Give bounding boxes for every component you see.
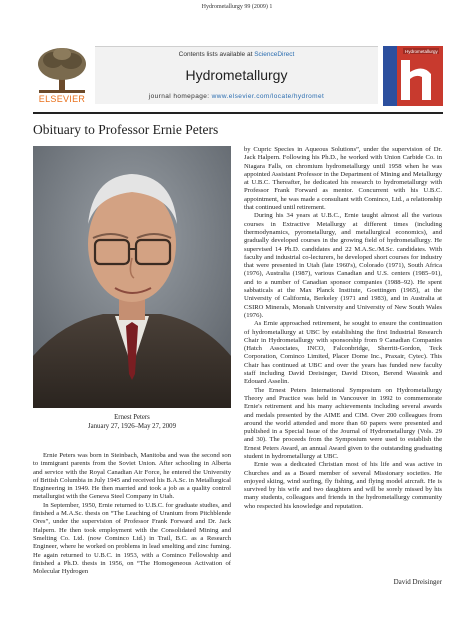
running-head: Hydrometallurgy 99 (2009) 1 [201,4,273,10]
elsevier-tree-logo [33,46,91,106]
text-column-left [33,452,231,576]
homepage-link[interactable]: www.elsevier.com/locate/hydromet [211,93,325,100]
masthead-divider [33,112,443,114]
journal-title: Hydrometallurgy [185,67,288,83]
paragraph: In September, 1950, Ernie returned to U.B.C. for graduate studies, and finished a M.A.Sc. thesis on “The Leaching of Uranium from Pitchblende Ores”, under the supervision of Professor Frank Forward and Dr. Jack Halpern. He then took employment with the Consolidated Mining and Smelting Co. Ltd. (now Cominco Ltd.) in Trail, B.C. as a Research Engineer, where he worked on problems in lead smelting and zinc fuming. He again returned to U.B.C. in 1953, with a Cominco Fellowship and finished a Ph.D. thesis in 1956, on “The Homogeneous Activation of Molecular Hydrogen [33,501,231,576]
paragraph: During his 34 years at U.B.C., Ernie taught almost all the various courses in Extractive Metallurgy at different times (including thermodynamics, pyrometallurgy, and metallurgical economics), and gradually developed courses in the growing field of hydrometallurgy. He supervised 14 Ph.D. candidates and 22 M.A.Sc./M.Sc. candidates. With faculty and industrial co-lecturers, he developed short courses for industry that were presented in Utah (late 1960's), Colorado (1971), South Africa (1976), Australia (1987), various Canadian and U.S. centers (1985–91), and to a number of Canadian sponsor companies (1988–92). He spent sabbaticals at the Max Planck Institute, Goettingen (1965), at the University of California, Berkeley (1971 and 1983), and in Australia at CSIRO Minerals, Monash University and University of New South Wales (1976). [244,212,442,319]
paragraph: by Cupric Species in Aqueous Solutions”, under the supervision of Dr. Jack Halpern. Following his Ph.D., he worked with Union Carbide Co. in Niagara Falls, on chromium hydrometallurgy until 1958 when he was appointed Assistant Professor in the Department of Mining and Metallurgy at U.B.C. Thereafter, he dedicated his research to hydrometallurgy with Professor Frank Forward as mentor. Concurrent with his U.B.C. appointment, he was made a consultant with Cominco, Ltd., a relationship that continued until retirement. [244,146,442,212]
homepage-line [95,93,378,100]
contents-line [95,51,378,58]
paragraph: As Ernie approached retirement, he sought to ensure the continuation of hydrometallurgy at UBC by establishing the first Industrial Research Chair in Hydrometallurgy with sponsorship from 9 Canadian Companies (Hatch Associates, INCO, Falconbridge, Sherritt-Gordon, Teck Corporation, Cominco Limited, Placer Dome Inc., Praxair, Cytec). This Chair has continued at UBC and over the years has funded new faculty staff including David Dreisinger, David Dixon, Berend Wassink and Edouard Asselin. [244,320,442,386]
tree-icon [33,46,91,94]
portrait-photo [33,146,231,408]
sciencedirect-link[interactable]: ScienceDirect [254,51,295,58]
author-signature: David Dreisinger [393,578,442,586]
caption-dates: January 27, 1926–May 27, 2009 [88,423,176,430]
text-column-right [244,146,442,511]
article-title: Obituary to Professor Ernie Peters [33,122,219,137]
contents-prefix: Contents lists available at [178,51,253,58]
photo-caption [33,413,231,431]
cover-title: Hydrometallurgy [405,49,438,54]
homepage-prefix: journal homepage: [148,93,210,100]
cover-art-icon [383,46,443,106]
caption-name: Ernest Peters [114,414,150,421]
paragraph: Ernie was a dedicated Christian most of his life and was active in Churches and as a Board member of several Missionary societies. He enjoyed skiing, wind surfing, fly fishing, and flying model aircraft. He is survived by his wife and two daughters and will be sorely missed by his many students, colleagues and friends in the hydrometallurgy community who respected his knowledge and reputation. [244,461,442,510]
publisher-name: ELSEVIER [38,94,86,104]
portrait-image [33,146,231,408]
journal-masthead [33,46,443,120]
paragraph: The Ernest Peters International Symposium on Hydrometallurgy Theory and Practice was held in Vancouver in 1992 to commemorate Ernie's retirement and his many achievements including several awards and medals presented by the AIME and CIM. Over 200 colleagues from around the world attended and more than 60 papers were presented and published in a Special Issue of the Journal of Hydrometallurgy (Vols. 29 and 30). The proceeds from the Symposium were used to establish the Ernest Peters Award, an annual Award given to the outstanding graduating student in hydrometallurgy at UBC. [244,386,442,460]
paragraph: Ernie Peters was born in Steinbach, Manitoba and was the second son to immigrant parents from the Soviet Union. After schooling in Alberta and service with the Royal Canadian Air Force, he entered the University of British Columbia in July 1945 and received his B.A.Sc. in Metallurgical Engineering in 1949. He then married and took a job as a quality control metallurgist with the Geneva Steel Company in Utah. [33,452,231,501]
journal-cover-thumbnail [383,46,443,106]
journal-info-box [95,46,378,104]
